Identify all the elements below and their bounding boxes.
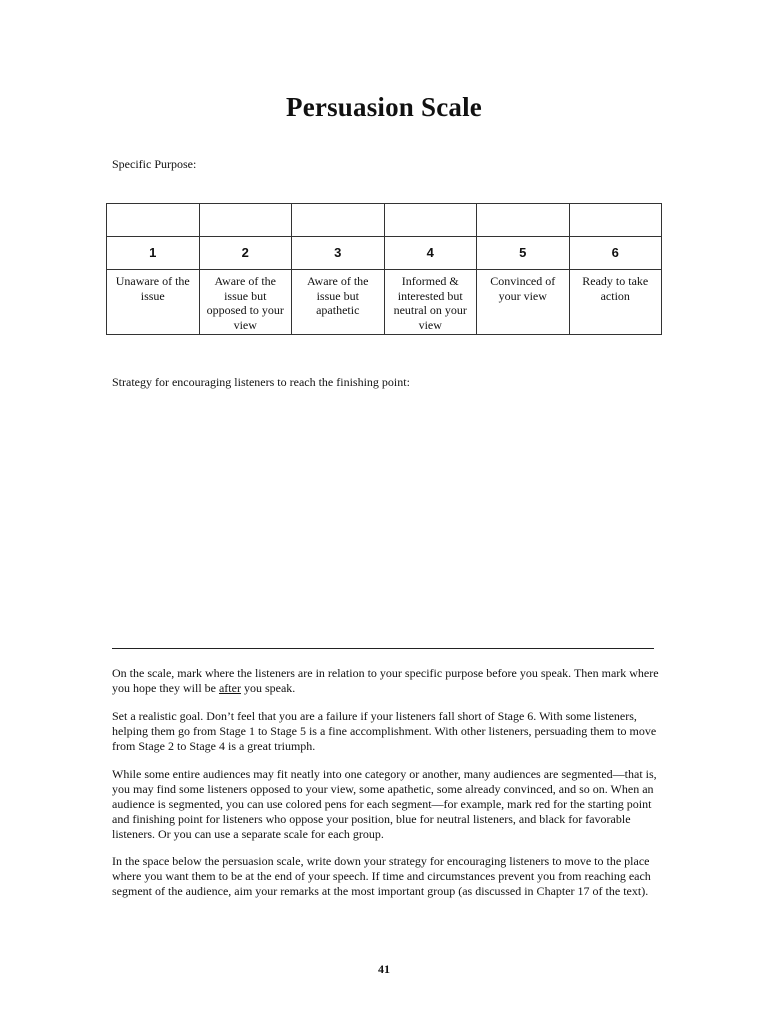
strategy-label: Strategy for encouraging listeners to reach the finishing point: — [112, 375, 410, 389]
instruction-p1-text-end: you speak. — [240, 681, 296, 695]
instruction-p1-text-start: On the scale, mark where the listeners are in relation to your specific purpose before you speak. Then mark where you hope they will be — [112, 666, 659, 695]
scale-number-1: 1 — [107, 237, 200, 270]
page-title: Persuasion Scale — [286, 92, 482, 122]
scale-blank-row — [107, 204, 662, 237]
scale-blank-cell-4 — [384, 204, 477, 237]
instruction-paragraph-2: Set a realistic goal. Don’t feel that you are a failure if your listeners fall short of Stage 6. With some listeners, helping them go from Stage 1 to Stage 5 is a fine accomplishment. With other listeners, persuading them to move from Stage 2 to Stage 4 is a great triumph. — [112, 709, 657, 753]
scale-number-5: 5 — [477, 237, 570, 270]
scale-description-3: Aware of the issue but apathetic — [292, 270, 385, 335]
instruction-p1-emphasis: after — [218, 681, 241, 695]
scale-description-6: Ready to take action — [569, 270, 662, 335]
scale-number-6: 6 — [569, 237, 662, 270]
instruction-paragraph-1 — [112, 666, 660, 696]
scale-description-2: Aware of the issue but opposed to your view — [199, 270, 292, 335]
scale-description-5: Convinced of your view — [477, 270, 570, 335]
scale-blank-cell-2 — [199, 204, 292, 237]
scale-number-2: 2 — [199, 237, 292, 270]
page-number: 41 — [378, 962, 390, 976]
scale-blank-cell-3 — [292, 204, 385, 237]
scale-blank-cell-1 — [107, 204, 200, 237]
scale-description-row — [107, 270, 662, 335]
scale-description-1: Unaware of the issue — [107, 270, 200, 335]
instruction-paragraph-3: While some entire audiences may fit neatly into one category or another, many audiences are segmented—that is, you may find some listeners opposed to your view, some apathetic, some already convinced, and so on. When an audience is segmented, you can use colored pens for each segment—for example, mark red for the starting point and finishing point for listeners who oppose your position, blue for neutral listeners, and black for favorable listeners. Or you can use a separate scale for each group. — [112, 767, 657, 841]
section-divider — [112, 648, 654, 649]
specific-purpose-label: Specific Purpose: — [112, 157, 197, 171]
scale-number-row — [107, 237, 662, 270]
scale-blank-cell-5 — [477, 204, 570, 237]
scale-number-4: 4 — [384, 237, 477, 270]
scale-blank-cell-6 — [569, 204, 662, 237]
instruction-paragraph-4: In the space below the persuasion scale, write down your strategy for encouraging listeners to move to the place where you want them to be at the end of your speech. If time and circumstances prevent you from reaching each segment of the audience, aim your remarks at the most important group (as discussed in Chapter 17 of the text). — [112, 854, 651, 898]
scale-description-4: Informed & interested but neutral on your view — [384, 270, 477, 335]
scale-number-3: 3 — [292, 237, 385, 270]
persuasion-scale-table — [106, 203, 662, 335]
